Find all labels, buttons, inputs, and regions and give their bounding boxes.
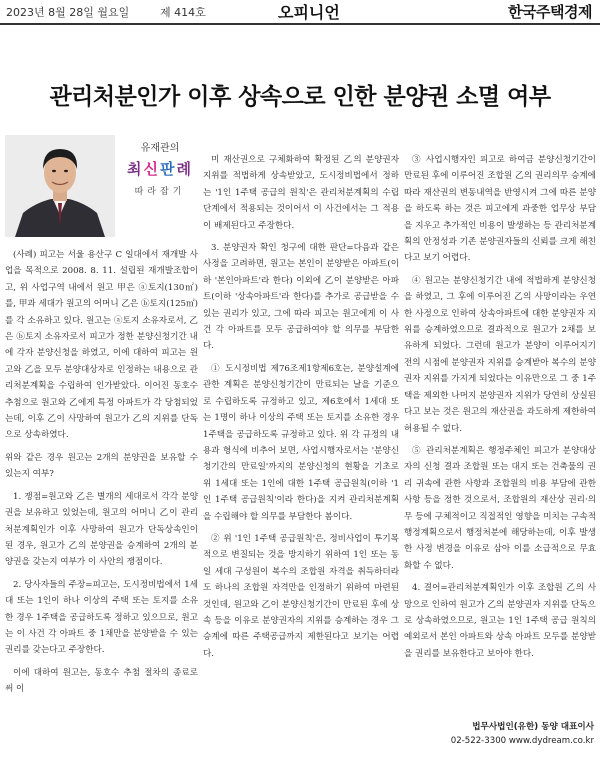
- columnist-byline: [122, 141, 198, 200]
- case-summary: (사례) 피고는 서울 용산구 C 일대에서 재개발 사업을 목적으로 2008. 8. 11. 설립된 재개발조합이고, 위 사업구역 내에서 원고 甲은 ⓐ토지(130㎡)를, 甲과 세대가 원고의 어머니 乙은 ⓑ토지(125㎡)를 각 소유하고 있다. 원고는 ⓐ토지 소유자로서, 乙은 ⓑ토지 소유자로서 피고가 정한 분양신청기간 내에 각자 분양신청을 하였고, 이에 대하여 피고는 원고와 乙을 모두 분양대상자로 인정하는 내용으로 관리처분계획을 수립하여 인가받았다. 이어진 동호수 추첨으로 원고와 乙에게 특정 아파트가 각 당첨되었는데, 이후 乙이 사망하여 원고가 乙의 지위를 단독으로 상속하였다.: [5, 250, 198, 441]
- section-judgment: 3. 분양권자 확인 청구에 대한 판단=다음과 같은 사정을 고려하면, 원고는 본인이 분양받은 아파트(이하 '본인아파트'라 한다) 이외에 乙이 분양받은 아파트(이하 '상속아파트'라 한다)를 추가로 공급받을 수 있는 권리가 있고, 그에 따라 피고는 원고에게 이 사건 각 아파트를 모두 공급하여야 할 의무를 부담한다.: [203, 243, 399, 352]
- article-column-1: [5, 135, 198, 765]
- issue-date: 2023년 8월 28일 월요일: [6, 6, 130, 19]
- masthead-divider: [0, 23, 600, 25]
- newspaper-name: 한국주택경제: [508, 3, 592, 21]
- article-headline: 관리처분인가 이후 상속으로 인한 분양권 소멸 여부: [49, 84, 551, 110]
- section-title: 오피니언: [278, 3, 340, 22]
- column-subtitle: 따라잡기: [134, 186, 186, 197]
- section-issue: 1. 쟁점=원고와 乙은 별개의 세대로서 각각 분양권을 보유하고 있었는데, 원고의 어머니 乙이 관리처분계획인가 이후 사망하여 원고가 단독상속인이 된 경우, 원고가 乙의 분양권을 승계하여 2개의 분양권을 갖는지 여부가 이 사안의 쟁점이다.: [5, 491, 198, 568]
- author-firm: 법무사법인(유한) 동양 대표이사: [472, 722, 594, 732]
- article-column-2: [203, 152, 399, 767]
- article-column-3: [404, 152, 596, 767]
- columnist-portrait-image: [5, 135, 115, 237]
- column-brand: 최신판례: [127, 160, 193, 179]
- body-paragraph: ④ 원고는 분양신청기간 내에 적법하게 분양신청을 하였고, 그 후에 이루어진 乙의 사망이라는 우연한 사정으로 인하여 상속아파트에 대한 분양권자 지위를 승계하였으므로 결과적으로 원고가 2채를 보유하게 되었다. 그런데 원고가 분양이 이루어지기 전의 시점에 분양권자 지위를 승계받아 복수의 분양권자 지위를 가지게 되었다는 이유만으로 그 중 1주택을 제외한 나머지 분양권자 지위가 당연히 상실된다고 보는 것은 원고의 재산권을 과도하게 제한하여 허용될 수 없다.: [404, 275, 596, 434]
- case-question: 위와 같은 경우 원고는 2개의 분양권을 보유할 수 있는지 여부?: [5, 452, 198, 480]
- columnist-name: 유재관의: [140, 143, 180, 154]
- body-paragraph: 이에 대하여 원고는, 동호수 추첨 절차의 종료로써 이: [5, 667, 198, 695]
- body-paragraph: ③ 사업시행자인 피고로 하여금 분양신청기간이 만료된 후에 이루어진 조합원 乙의 권리의무 승계에 따라 재산권의 변동내역을 반영시켜 그에 따른 분양을 하도록 하는 것은 피고에게 과중한 업무상 부담을 지우고 추가적인 비용이 발생하는 등 관리처분계획의 안정성과 기존 분양권자들의 신뢰를 크게 해친다고 보기 어렵다.: [404, 155, 596, 264]
- masthead: [0, 0, 600, 24]
- columnist-block: [5, 135, 198, 237]
- body-paragraph: ① 도시정비법 제76조제1항제6호는, 분양설계에 관한 계획은 분양신청기간이 만료되는 날을 기준으로 수립하도록 규정하고 있고, 제6호에서 1세대 또는 1명이 하나 이상의 주택 또는 토지를 소유한 경우 1주택을 공급하도록 규정하고 있다. 위 각 규정의 내용과 형식에 비추어 보면, 사업시행자로서는 '분양신청기간의 만료일'까지의 분양신청의 현황을 기초로 위 1세대 또는 1인에 대한 1주택 공급원칙(이하 '1인 1주택 공급원칙'이라 한다)을 지켜 관리처분계획을 수립해야 할 의무를 부담한다 봄이다.: [203, 363, 399, 522]
- body-paragraph: ② 위 '1인 1주택 공급원칙'은, 정비사업이 투기목적으로 변질되는 것을 방지하기 위하여 1인 또는 동일 세대 구성원이 복수의 조합원 자격을 취득하더라도 하나의 조합원 자격만을 인정하기 위하여 마련된 것인데, 원고와 乙이 분양신청기간이 만료된 후에 상속 등을 이유로 분양권자의 지위를 승계하는 경우 그 승계에 따른 주택공급까지 제한된다고 보기는 어렵다.: [203, 533, 399, 659]
- author-website: www.dydream.co.kr: [508, 736, 594, 746]
- section-conclusion: 4. 결어=관리처분계획인가 이후 조합원 乙의 사망으로 인하여 원고가 乙의 분양권자 지위를 단독으로 상속하였으므로, 원고는 1인 1주택 공급 원칙의 예외로서 본인 아파트와 상속 아파트 모두를 분양받을 권리를 보유한다고 보아야 한다.: [404, 583, 596, 659]
- body-paragraph: ⑤ 관리처분계획은 행정주체인 피고가 분양대상자의 신청 결과 조합원 또는 대지 또는 건축물의 권리 귀속에 관한 사항과 조합원의 비용 부담에 관한 사항 등을 정한 것으로서, 조합원의 재산상 권리·의무 등에 구체적이고 직접적인 영향을 미치는 구속적 행정계획으로서 행정처분에 해당하는데, 이후 발생한 사정 변경을 이유로 삼아 이를 소급적으로 무효화할 수 없다.: [404, 445, 596, 571]
- columnist-photo: [5, 135, 115, 237]
- issue-number: 제 414호: [160, 6, 206, 19]
- author-footer: [398, 720, 594, 748]
- body-paragraph: 미 재산권으로 구체화하여 확정된 乙의 분양권자 지위를 적법하게 상속받았고, 도시정비법에서 정하는 '1인 1주택 공급의 원칙'은 관리처분계획의 수립 단계에서 적용되는 것이어서 이 사건에서는 그 적용이 배제된다고 주장한다.: [203, 155, 399, 231]
- section-arguments: 2. 당사자들의 주장=피고는, 도시정비법에서 1세대 또는 1인이 하나 이상의 주택 또는 토지를 소유한 경우 1주택을 공급하도록 정하고 있으므로, 원고는 이 사건 각 아파트 중 1채만을 분양받을 수 있는 권리를 갖는다고 주장한다.: [5, 579, 198, 656]
- author-phone: 02-522-3300: [450, 736, 507, 746]
